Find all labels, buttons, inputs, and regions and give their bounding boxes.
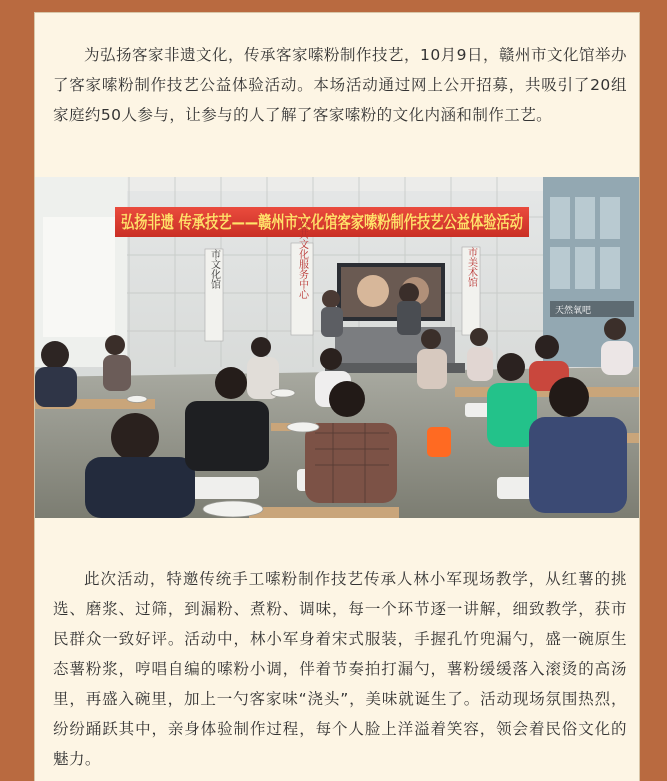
card-top-border: [35, 12, 639, 13]
sign-right-text: 市美术馆: [465, 247, 477, 287]
sign-left-text: 市文化馆: [208, 249, 220, 289]
article-card: [34, 12, 640, 781]
banner-text: 弘扬非遗 传承技艺——赣州市文化馆客家嗦粉制作技艺公益体验活动: [121, 213, 637, 233]
article-paragraph-intro: 为弘扬客家非遗文化，传承客家嗦粉制作技艺，10月9日，赣州市文化馆举办了客家嗦粉制作技艺公益体验活动。本场活动通过网上公开招募，共吸引了20组家庭约50人参与，让参与的人了解了客家嗦粉的文化内涵和制作工艺。: [53, 46, 627, 124]
store-sign-text: 天然氧吧: [555, 306, 592, 316]
event-photo: [35, 177, 639, 518]
sign-center-text: 公共文化服务中心: [296, 219, 308, 299]
article-paragraph-activity: 此次活动，特邀传统手工嗦粉制作技艺传承人林小军现场教学，从红薯的挑选、磨浆、过筛，到漏粉、煮粉、调味，每一个环节逐一讲解，细致教学，获市民群众一致好评。活动中，林小军身着宋式服装，手握孔竹兜漏勺，盛一碗原生态薯粉浆，哼唱自编的嗦粉小调，伴着节奏拍打漏勺，薯粉缓缓落入滚烫的高汤里，再盛入碗里，加上一勺客家味“浇头”，美味就诞生了。活动现场氛围热烈，纷纷踊跃其中，亲身体验制作过程，每个人脸上洋溢着笑容，领会着民俗文化的魅力。: [53, 570, 627, 768]
event-photo-illustration: [35, 177, 639, 518]
